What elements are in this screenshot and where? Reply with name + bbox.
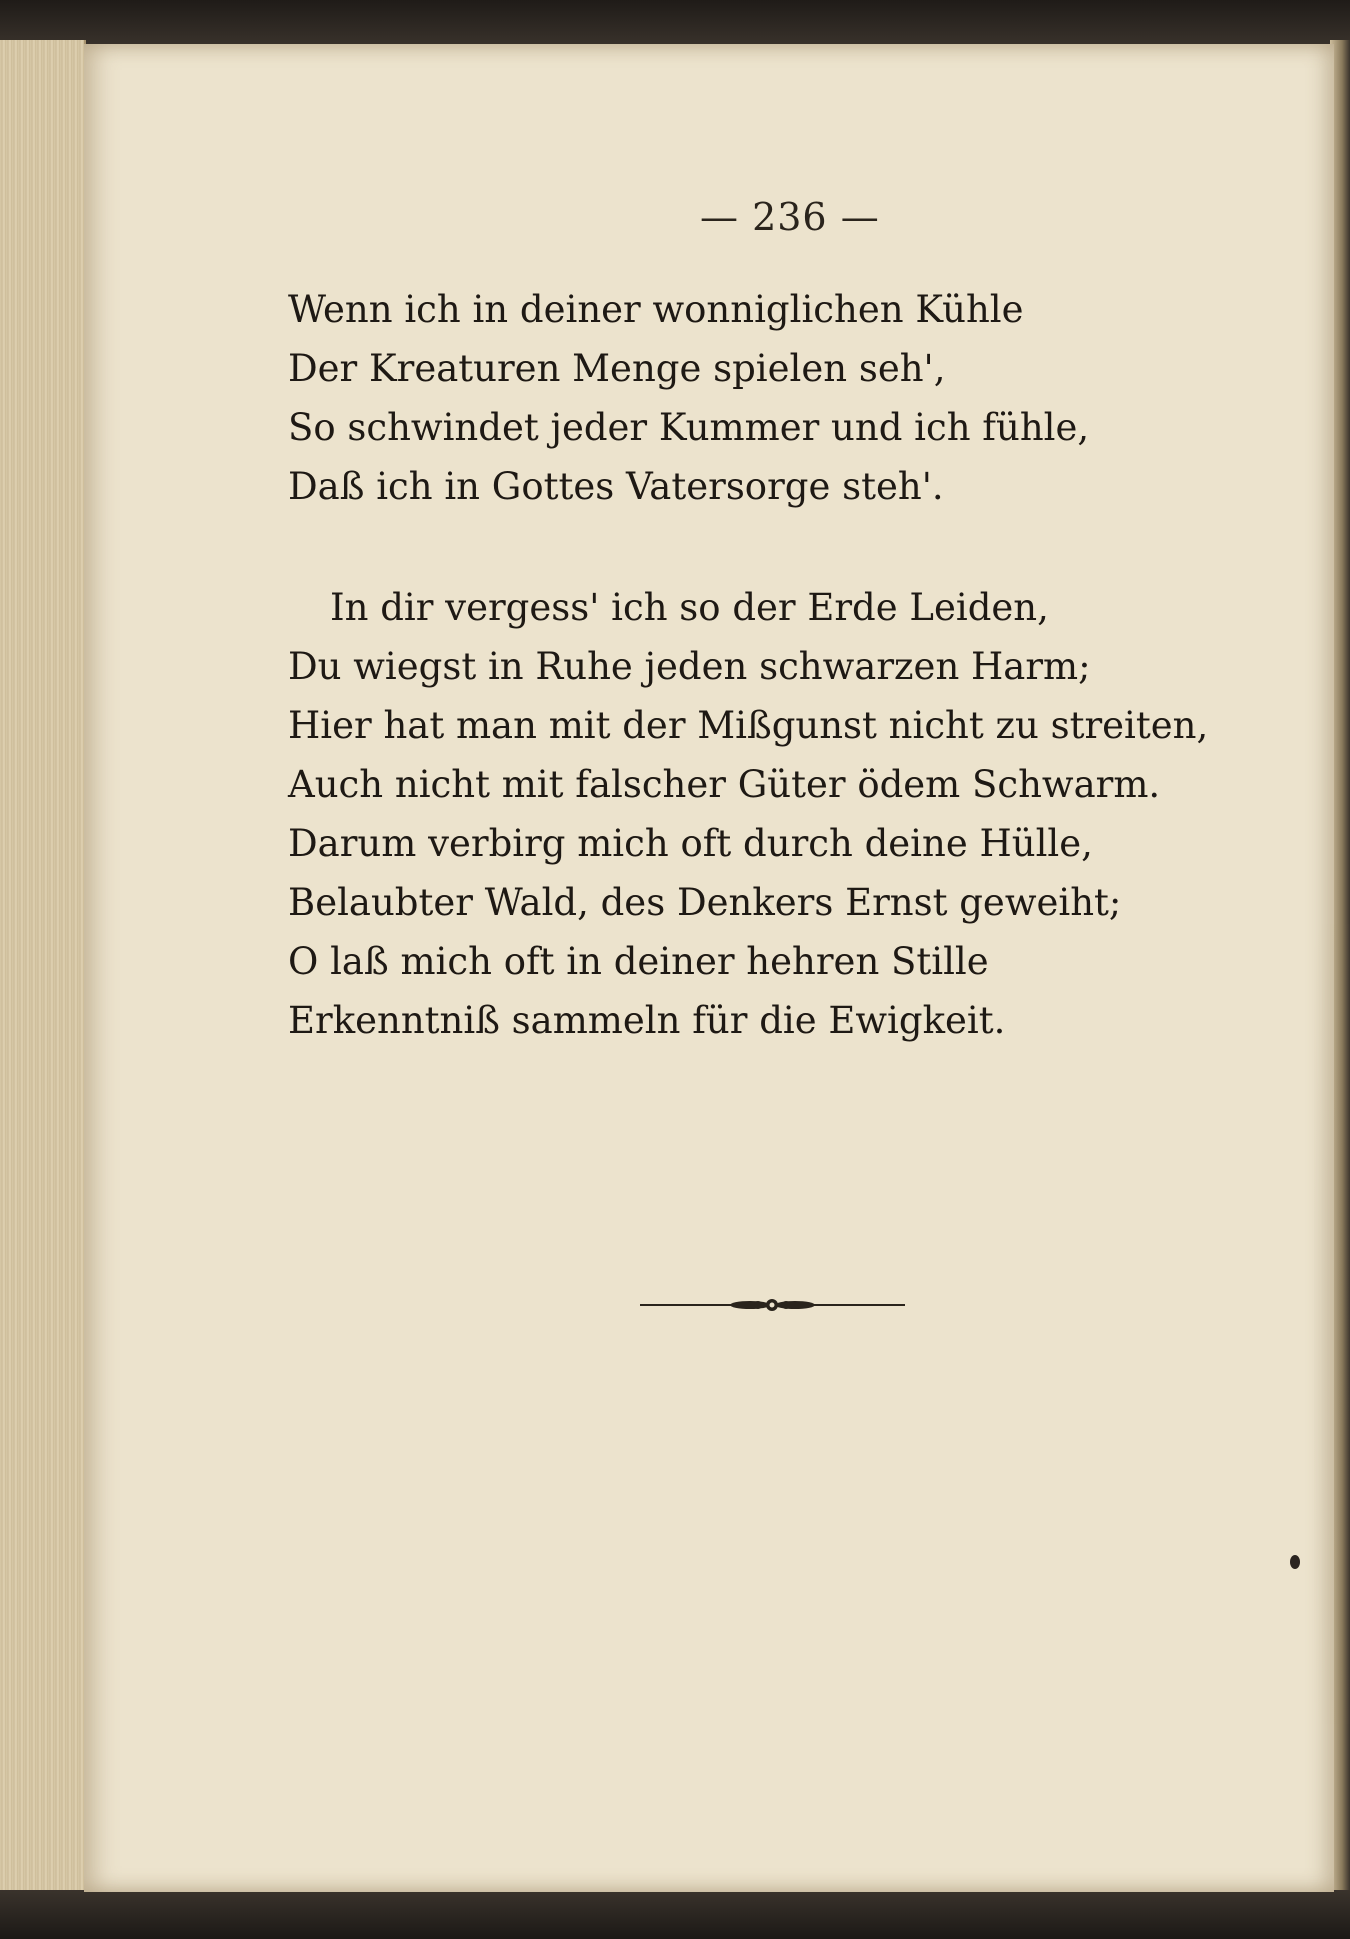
poem-line: Erkenntniß sammeln für die Ewigkeit. <box>288 999 1006 1042</box>
poem-line: In dir vergess' ich so der Erde Leiden, <box>330 586 1049 629</box>
poem-line: Darum verbirg mich oft durch deine Hülle, <box>288 822 1093 865</box>
poem-stanza-1 <box>288 280 1188 516</box>
poem-line: Belaubter Wald, des Denkers Ernst geweiht; <box>288 881 1122 924</box>
book-bottom-edge <box>0 1890 1350 1939</box>
poem-line: Daß ich in Gottes Vatersorge steh'. <box>288 465 944 508</box>
poem-line: Der Kreaturen Menge spielen seh', <box>288 347 946 390</box>
poem-line: So schwindet jeder Kummer und ich fühle, <box>288 406 1090 449</box>
page-number: — 236 — <box>700 195 880 239</box>
book-page-edges <box>0 40 86 1895</box>
poem-line: Auch nicht mit falscher Güter ödem Schwarm. <box>288 763 1161 806</box>
show-through <box>1314 924 1350 1724</box>
ink-speck <box>1290 1555 1300 1569</box>
poem-line: Hier hat man mit der Mißgunst nicht zu streiten, <box>288 704 1209 747</box>
ornament-divider-icon <box>640 1290 905 1320</box>
book-top-edge <box>0 0 1350 48</box>
poem-line: Wenn ich in deiner wonniglichen Kühle <box>288 288 1024 331</box>
poem-line: O laß mich oft in deiner hehren Stille <box>288 940 989 983</box>
poem-stanza-2 <box>288 578 1209 1050</box>
poem-line: Du wiegst in Ruhe jeden schwarzen Harm; <box>288 645 1091 688</box>
